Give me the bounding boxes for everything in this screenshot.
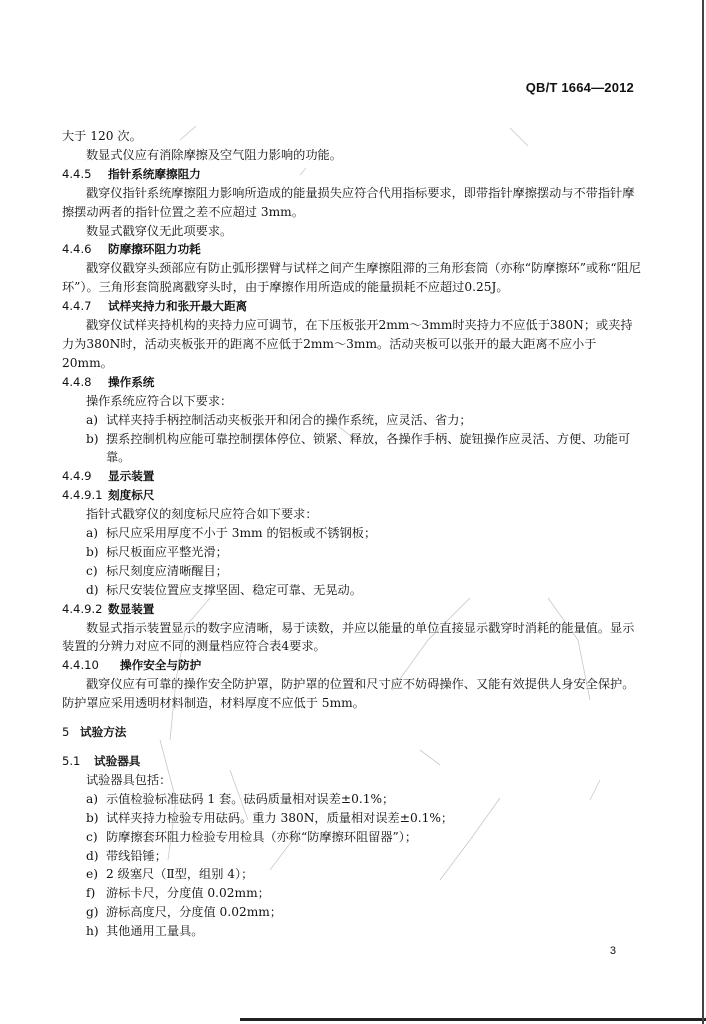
- paragraph: 指针式戳穿仪的刻度标尺应符合如下要求：: [86, 507, 318, 522]
- section-title: 操作系统: [108, 374, 155, 389]
- list-marker: g): [86, 905, 99, 920]
- paragraph: 戳穿仪指针系统摩擦阻力影响所造成的能量损失应符合代用指标要求，即带指针摩擦摆动与不带指针摩擦摆动两者的指针位置之差不应超过 3mm。: [62, 185, 635, 219]
- paragraph: 数显式仪应有消除摩擦及空气阻力影响的功能。: [86, 147, 342, 162]
- section-heading: [62, 165, 644, 184]
- section-heading: [62, 373, 644, 392]
- list-item: [62, 903, 644, 922]
- list-marker: d): [86, 582, 99, 597]
- page-number: 3: [609, 945, 616, 957]
- document-body: [62, 127, 644, 941]
- section-title: 操作安全与防护: [120, 658, 202, 673]
- list-item: [62, 865, 644, 884]
- paragraph: 试验器具包括：: [86, 772, 172, 787]
- list-item: [62, 411, 644, 430]
- section-number: 4.4.9.2: [62, 601, 103, 616]
- paragraph: 大于 120 次。: [62, 129, 142, 143]
- list-item: [62, 524, 644, 543]
- section-number: 4.4.5: [62, 166, 92, 181]
- list-item-text: 游标高度尺，分度值 0.02mm；: [106, 905, 282, 920]
- section-heading: [62, 656, 644, 675]
- section-number: 4.4.9.1: [62, 488, 103, 503]
- section-number: 4.4.10: [62, 658, 99, 673]
- list-item: [62, 922, 644, 941]
- list-item: [62, 884, 644, 903]
- list-item-text: 游标卡尺，分度值 0.02mm；: [106, 886, 270, 901]
- section-number: 5.1: [62, 754, 81, 768]
- list-marker: c): [86, 829, 98, 844]
- section-title: 试验器具: [94, 754, 141, 768]
- paragraph: 戳穿仪戳穿头颈部应有防止弧形摆臂与试样之间产生摩擦阻滞的三角形套筒（亦称“防摩擦环”或称“阻尼环”）。三角形套筒脱离戳穿头时，由于摩擦作用所造成的能量损耗不应超过0.25J。: [62, 261, 641, 295]
- list-marker: e): [86, 867, 98, 882]
- list-item: [62, 430, 644, 468]
- section-heading: [62, 297, 644, 316]
- list-item-text: 试样夹持手柄控制活动夹板张开和闭合的操作系统，应灵活、省力；: [106, 412, 472, 427]
- list-marker: b): [86, 544, 99, 559]
- list-item-text: 标尺应采用厚度不小于 3mm 的铝板或不锈钢板；: [106, 526, 377, 541]
- list-marker: c): [86, 563, 98, 578]
- list-marker: a): [86, 526, 99, 541]
- paragraph: 数显式戳穿仪无此项要求。: [86, 223, 233, 238]
- section-heading: [62, 752, 644, 771]
- list-marker: h): [86, 924, 99, 939]
- list-item-text: 2 级塞尺（Ⅱ型，组别 4）；: [106, 867, 254, 882]
- section-title: 防摩擦环阻力功耗: [108, 242, 201, 257]
- list-marker: a): [86, 791, 99, 806]
- paragraph: 戳穿仪应有可靠的操作安全防护罩，防护罩的位置和尺寸应不妨碍操作、又能有效提供人身安全保护。防护罩应采用透明材料制造，材料厚度不应低于 5mm。: [62, 677, 635, 711]
- section-heading: [62, 467, 644, 486]
- paragraph: 戳穿仪试样夹持机构的夹持力应可调节，在下压板张开2mm～3mm时夹持力不应低于380N；或夹持力为380N时，活动夹板张开的距离不应低于2mm～3mm。活动夹板可以张开的最大距离不应小于20mm。: [62, 318, 633, 370]
- list-item: [62, 828, 644, 847]
- list-item: [62, 809, 644, 828]
- section-number: 4.4.6: [62, 242, 92, 257]
- list-item: [62, 543, 644, 562]
- section-title: 指针系统摩擦阻力: [108, 166, 201, 181]
- list-item: [62, 581, 644, 600]
- section-number: 4.4.9: [62, 469, 92, 484]
- list-item-text: 防摩擦套环阻力检验专用检具（亦称“防摩擦环阻留器”）；: [106, 829, 418, 844]
- list-item-text: 摆系控制机构应能可靠控制摆体停位、锁紧、释放，各操作手柄、旋钮操作应灵活、方便、功能可靠。: [106, 431, 631, 465]
- list-item-text: 示值检验标准砝码 1 套。砝码质量相对误差±0.1%；: [106, 791, 395, 806]
- section-title: 试样夹持力和张开最大距离: [108, 299, 248, 314]
- bottom-scan-edge: [240, 1018, 706, 1021]
- standard-code: QB/T 1664—2012: [525, 80, 634, 95]
- section-title: 试验方法: [80, 725, 127, 740]
- list-item: [62, 562, 644, 581]
- section-title: 显示装置: [108, 469, 155, 484]
- list-item: [62, 847, 644, 866]
- section-heading: [62, 723, 644, 742]
- list-item-text: 标尺板面应平整光滑；: [106, 544, 228, 559]
- paragraph: 操作系统应符合以下要求：: [86, 393, 233, 408]
- list-item-text: 带线铅锤；: [106, 848, 167, 863]
- list-item-text: 试样夹持力检验专用砝码。重力 380N，质量相对误差±0.1%；: [106, 810, 454, 825]
- list-marker: a): [86, 412, 99, 427]
- section-heading: [62, 240, 644, 259]
- right-scan-edge: [702, 0, 704, 1024]
- list-marker: b): [86, 431, 99, 446]
- section-number: 5: [62, 725, 70, 740]
- paragraph: 数显式指示装置显示的数字应清晰，易于读数，并应以能量的单位直接显示戳穿时消耗的能量值。显示装置的分辨力对应不同的测量档应符合表4要求。: [62, 620, 635, 654]
- list-item: [62, 790, 644, 809]
- list-marker: b): [86, 810, 99, 825]
- section-number: 4.4.7: [62, 299, 92, 314]
- list-item-text: 标尺刻度应清晰醒目；: [106, 563, 228, 578]
- section-title: 刻度标尺: [108, 488, 155, 503]
- section-number: 4.4.8: [62, 374, 92, 389]
- list-item-text: 标尺安装位置应支撑坚固、稳定可靠、无晃动。: [106, 582, 362, 597]
- section-heading: [62, 486, 644, 505]
- list-item-text: 其他通用工量具。: [106, 924, 204, 939]
- list-marker: f): [86, 886, 96, 901]
- section-heading: [62, 600, 644, 619]
- section-title: 数显装置: [108, 601, 155, 616]
- list-marker: d): [86, 848, 99, 863]
